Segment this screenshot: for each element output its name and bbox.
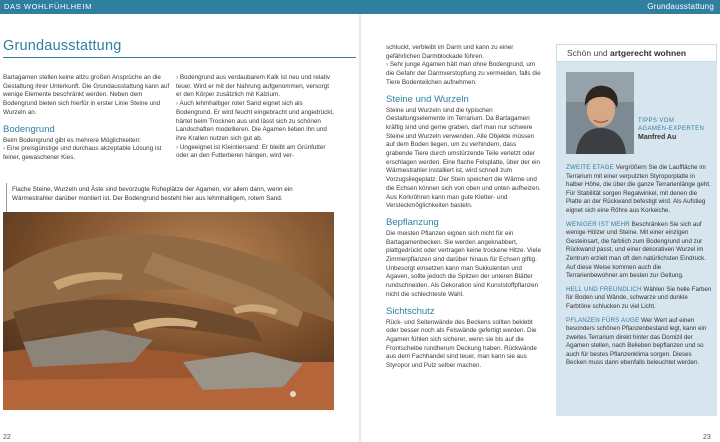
page-gutter bbox=[359, 14, 361, 442]
expert-name: Manfred Au bbox=[638, 134, 677, 141]
sichtschutz-paragraph: Rück- und Seitenwände des Beckens sollten beklebt oder besser noch als Felswände gefertigt werden. Die Agamen fühlen sich sicherer, wenn sie bis auf die Frontscheibe rundherum Deckung haben. Rückwände aus dem Fachhandel sind teuer, man kann sie aus Styropor und Putz selber machen. bbox=[386, 318, 537, 370]
page-number-right: 23 bbox=[703, 434, 711, 441]
left-column-2 bbox=[176, 74, 334, 161]
arrow-icon: › bbox=[386, 61, 390, 69]
arrow-icon: › bbox=[176, 74, 180, 81]
page-title: Grundausstattung bbox=[3, 38, 122, 54]
right-column bbox=[386, 44, 544, 371]
bepflanzung-paragraph: Die meisten Pflanzen eignen sich nicht für ein Bartagamenbecken. Sie werden angeknabbert, plattgedrückt oder vertragen keine trockene Hitze. Viele Zimmerpflanzen sind darüber hinaus für Echsen giftig. Unbesorgt einsetzen kann man Sukkulenten und Agaven, sollte jedoch die Spitzen der unteren Blätter rundschneiden. Als Dekoration sind Kunststoffpflanzen nicht die schlechteste Wahl. bbox=[386, 229, 541, 298]
page-number-left: 22 bbox=[3, 434, 11, 441]
tip-zweite-etage: ZWEITE ETAGE Vergrößern Sie die Lauffläche im Terrarium mit einer verputzten Styroporplatte in halber Höhe, die über die ganze Terrarienlänge geht. Für Stabilität sorgen Regalwinkel, mit denen die Platte an der Rückwand befestigt wird. Als Aufstieg eignet sich eine Röhre aus Korkeiche. bbox=[566, 164, 711, 214]
bullet-kleintiersand: › Ungeeignet ist Kleintiersand: Er bleibt am Grünfutter oder an den Futtertieren hängen, wird ver- bbox=[176, 143, 326, 160]
arrow-icon: › bbox=[176, 100, 180, 108]
caption-rule bbox=[6, 183, 7, 213]
tip-hell-und-freundlich: HELL UND FREUNDLICH Wählen Sie helle Farben für Boden und Wände, schwarze und dunkle Farbtöne schlucken zu viel Licht. bbox=[566, 285, 712, 310]
continued-paragraph: schluckt, verbleibt im Darm und kann zu einer gefährlichen Darmblockade führen. bbox=[386, 44, 514, 60]
heading-steine: Steine und Wurzeln bbox=[386, 93, 469, 105]
arrow-icon: › bbox=[176, 143, 180, 151]
running-header-right: Grundausstattung bbox=[360, 0, 720, 14]
sidebar-heading: Schön und artgerecht wohnen bbox=[556, 44, 717, 62]
tips-label: TIPPS VOM AGAMEN-EXPERTEN bbox=[638, 118, 705, 132]
bullet-sand: › Auch lehmhaltiger roter Sand eignet sich als Bodengrund. Er wird feucht eingebracht und angedrückt, härtet beim Trocknen aus und lässt sich zu schönen Landschaften modellieren. Die Agamen lieben ihn und ihre Krallen nutzen sich gut ab. bbox=[176, 100, 334, 142]
heading-bodengrund: Bodengrund bbox=[3, 123, 55, 135]
steine-paragraph: Steine und Wurzeln sind die typischen Gestaltungselemente im Terrarium. Da Bartagamen kräftig sind und gerne graben, darf man nur schwere Steine und Wurzeln verwenden. Alle Objekte müssen auf dem Boden liegen, um zu verhindern, dass grabende Tiere durch umstürzende Teile verletzt oder erschlagen werden. Eine flache Felsplatte, über der ein Wärmestrahler installiert ist, wird schnell zum Vorzugsliegeplatz. Der Stein speichert die Wärme und die Echsen können sich von oben und unten aufheizen. Aus Korkröhren kann man gute Kletter- und Versteckmöglichkeiten basteln. bbox=[386, 106, 541, 210]
arrow-icon: › bbox=[3, 145, 7, 153]
bullet-kies: › Eine preisgünstige und durchaus akzeptable Lösung ist feiner, gewaschener Kies. bbox=[3, 145, 162, 161]
tip-weniger-ist-mehr: WENIGER IST MEHR Beschränken Sie sich auf wenige Hölzer und Steine. Mit einer einzigen Gesteinsart, die farblich zum Bodengrund und zur Rückwand passt, und einer dekorativen Wurzel im Zentrum erzielt man oft den natürlichsten Eindruck. Auf diese Weise kommen auch die Terrarienbewohner am besten zur Geltung. bbox=[566, 220, 706, 280]
expert-portrait bbox=[566, 72, 634, 154]
bodengrund-paragraph: Beim Bodengrund gibt es mehrere Möglichkeiten: bbox=[3, 136, 141, 144]
terrarium-photo bbox=[3, 212, 334, 410]
photo-caption: Flache Steine, Wurzeln und Äste sind bevorzugte Ruheplätze der Agamen, vor allem dann, wenn ein Wärmestrahler darüber montiert ist. Der Bodengrund besteht hier aus lehmhaltigem, rotem Sand. bbox=[12, 186, 293, 202]
intro-paragraph: Bartagamen stellen keine allzu großen Ansprüche an die Gestaltung ihrer Unterkunft. Die Grundausstattung kann auf wenige Elemente beschränkt werden. Neben dem Bodengrund bieten sich hierfür in erster Linie Steine und Wurzeln an. bbox=[3, 74, 170, 116]
sidebar-tips bbox=[566, 164, 712, 373]
running-header-left: DAS WOHLFÜHLHEIM bbox=[0, 0, 360, 14]
bullet-jungtiere: › Sehr junge Agamen hält man ohne Bodengrund, um die Gefahr der Darmverstopfung zu vermeiden, falls die Tiere Bodenteilchen aufnehmen. bbox=[386, 61, 541, 86]
heading-bepflanzung: Bepflanzung bbox=[386, 216, 439, 228]
title-rule bbox=[3, 57, 356, 58]
heading-sichtschutz: Sichtschutz bbox=[386, 305, 435, 317]
left-column-1 bbox=[3, 74, 170, 163]
bullet-kalk: › Bodengrund aus verdaubarem Kalk ist neu und relativ teuer. Wird er mit der Nahrung aufgenommen, versorgt er den Körper zusätzlich mit Kalzium. bbox=[176, 74, 331, 99]
tip-pflanzen-fuers-auge: PFLANZEN FÜRS AUGE Wer Wert auf einen besonders schönen Pflanzenbestand legt, kann ein zweites Terrarium direkt hinter das Domizil der Agamen stellen, nach Belieben bepflanzen und so auch für bestes Pflanzenklima sorgen. Dieses Becken muss dann ebenfalls beleuchtet werden. bbox=[566, 316, 707, 367]
